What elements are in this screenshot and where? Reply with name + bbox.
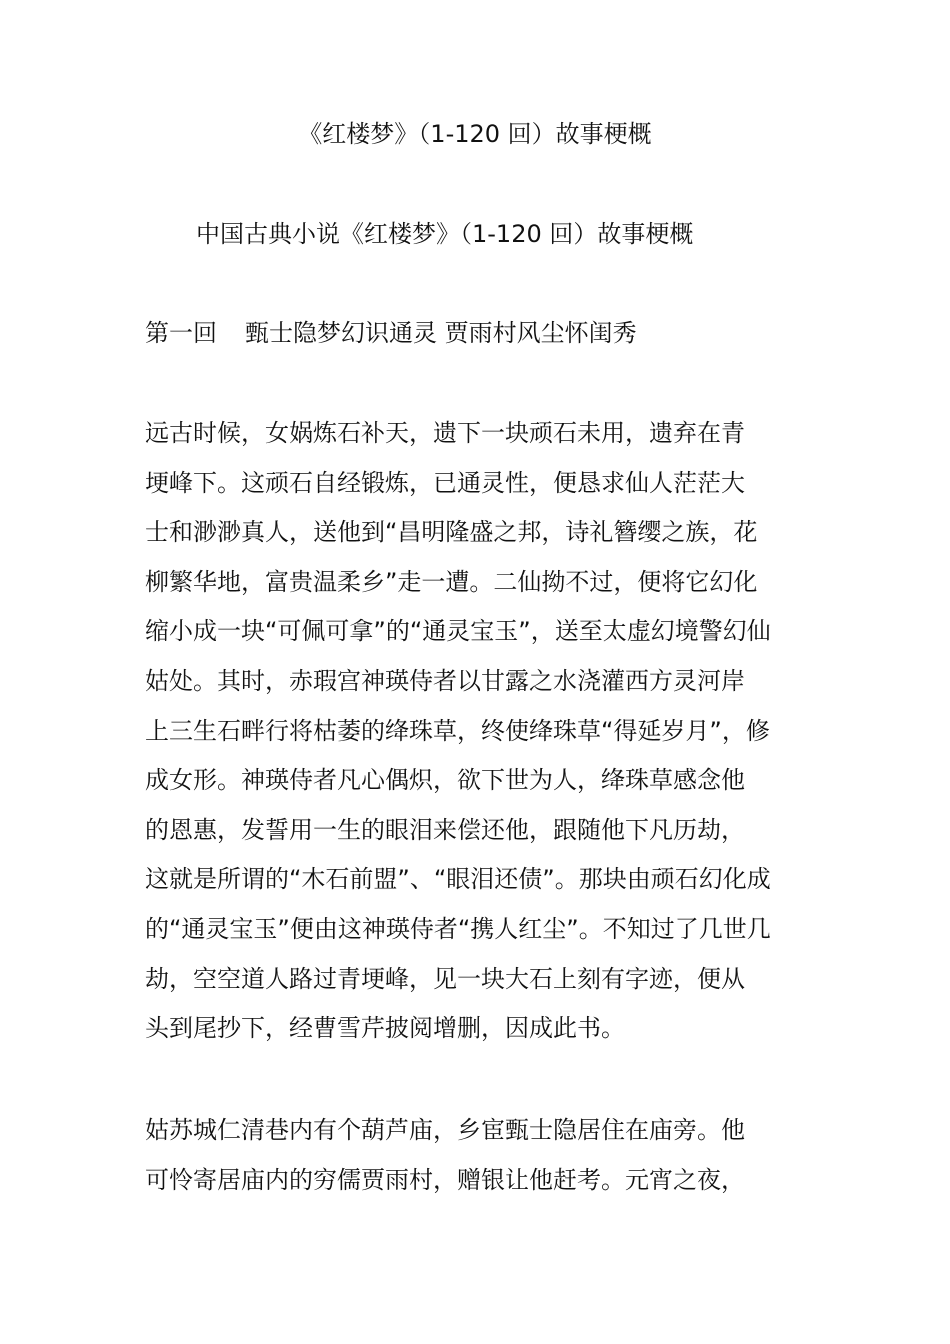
paragraph-line: 成女形。神瑛侍者凡心偶炽，欲下世为人，绛珠草感念他 [145, 766, 745, 795]
chapter-title: 甄士隐梦幻识通灵 贾雨村风尘怀闺秀 [245, 319, 637, 347]
paragraph-line: 的恩惠，发誓用一生的眼泪来偿还他，跟随他下凡历劫， [145, 815, 745, 844]
paragraph-2 [145, 1110, 815, 1209]
paragraph-1 [145, 413, 815, 1058]
paragraph-line: 头到尾抄下，经曹雪芹披阅增删，因成此书。 [145, 1014, 625, 1043]
paragraph-line: 柳繁华地，富贵温柔乡”走一遭。二仙拗不过，便将它幻化 [145, 567, 758, 596]
paragraph-line: 姑苏城仁清巷内有个葫芦庙，乡宦甄士隐居住在庙旁。他 [145, 1116, 745, 1144]
paragraph-line: 的“通灵宝玉”便由这神瑛侍者“携人红尘”。不知过了几世几 [145, 914, 771, 943]
paragraph-line: 上三生石畔行将枯萎的绛珠草，终使绛珠草“得延岁月”，修 [145, 716, 770, 745]
paragraph-line: 埂峰下。这顽石自经锻炼，已通灵性，便恳求仙人茫茫大 [145, 468, 745, 497]
paragraph-line: 士和渺渺真人，送他到“昌明隆盛之邦，诗礼簪缨之族，花 [145, 518, 758, 547]
paragraph-line: 劫，空空道人路过青埂峰，见一块大石上刻有字迹，便从 [145, 964, 745, 993]
paragraph-line: 缩小成一块“可佩可拿”的“通灵宝玉”，送至太虚幻境警幻仙 [145, 617, 771, 646]
document-title: 《红楼梦》（1-120 回）故事梗概 [298, 120, 652, 148]
chapter-number: 第一回 [145, 319, 217, 347]
paragraph-line: 姑处。其时，赤瑕宫神瑛侍者以甘露之水浇灌西方灵河岸 [145, 666, 745, 695]
paragraph-line: 可怜寄居庙内的穷儒贾雨村，赠银让他赶考。元宵之夜， [145, 1165, 745, 1194]
chapter-heading [145, 313, 637, 353]
paragraph-line: 远古时候，女娲炼石补天，遗下一块顽石未用，遗弃在青 [145, 419, 745, 447]
document-subtitle: 中国古典小说《红楼梦》（1-120 回）故事梗概 [196, 220, 694, 248]
paragraph-line: 这就是所谓的“木石前盟”、“眼泪还债”。那块由顽石幻化成 [145, 865, 771, 894]
